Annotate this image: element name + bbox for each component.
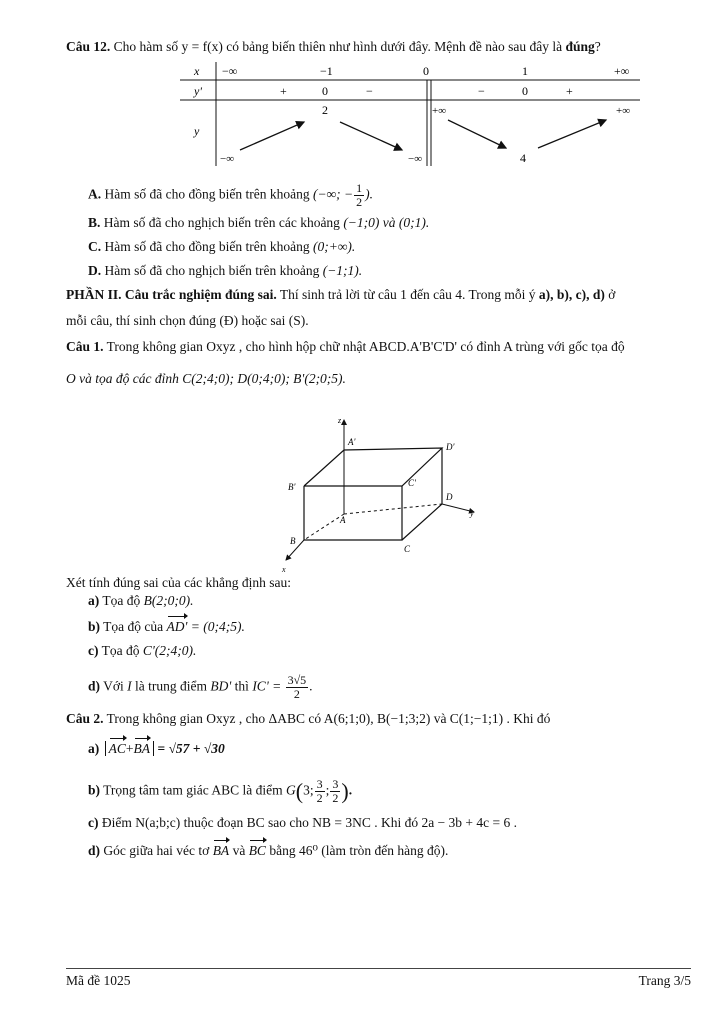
q2-item-b <box>88 778 352 805</box>
q2-b-lparen: ( <box>295 778 304 804</box>
q12-option-a <box>88 182 373 209</box>
edge-ad <box>344 504 442 514</box>
q1-intro: Xét tính đúng sai của các khẳng định sau: <box>66 575 291 590</box>
q2-a-rhs: = √57 + √30 <box>157 741 225 756</box>
q1-d-segment: BD' <box>210 678 232 694</box>
y-val-3: +∞ <box>432 105 447 117</box>
q1-d-num: 3√5 <box>287 673 307 687</box>
y-val-2: −∞ <box>408 153 423 165</box>
option-c-math: (0;+∞). <box>312 239 356 254</box>
q1-b-math: = (0;4;5). <box>190 619 245 634</box>
x-val-4: +∞ <box>614 64 630 78</box>
q1-d-end: . <box>309 678 313 694</box>
label-d1: D' <box>446 442 455 452</box>
q2-b-label: b) <box>88 782 101 798</box>
q2-item-d <box>88 842 448 860</box>
option-b-math: (−1;0) và (0;1). <box>343 215 430 230</box>
option-a-frac <box>354 182 364 209</box>
q12-stem <box>66 38 601 56</box>
q2-a-vec1: AC <box>108 741 126 756</box>
label-d: D <box>446 492 453 502</box>
q1-a-label: a) <box>88 593 100 608</box>
label-a1: A' <box>348 437 356 447</box>
q2-b-d2: 2 <box>332 791 339 805</box>
q2-b-rparen: ) <box>341 778 349 804</box>
yp-sign-4: 0 <box>522 84 528 98</box>
edge-ab <box>304 514 344 540</box>
q2-b-d1: 2 <box>316 791 323 805</box>
top-face <box>304 448 442 486</box>
label-c: C <box>404 544 411 554</box>
q2-item-c <box>88 814 517 832</box>
option-d-math: (−1;1). <box>322 263 363 278</box>
q2-b-g: G <box>286 782 296 798</box>
arrow-up-1 <box>240 122 304 150</box>
row-yp-label: y' <box>194 84 202 98</box>
q1-stem-line1 <box>66 338 625 356</box>
footer-exam-code: Mã đề 1025 <box>66 973 131 988</box>
q1-a-text: Tọa độ <box>102 593 141 608</box>
q12-option-c <box>88 238 355 256</box>
q2-a-abs-close <box>153 741 154 756</box>
q1-item-d <box>88 674 313 701</box>
q12-emph: đúng <box>565 39 595 54</box>
q12-label: Câu 12. <box>66 39 111 54</box>
q12-option-d <box>88 262 362 280</box>
q2-b-n1: 3 <box>316 777 323 791</box>
q2-b-a: 3; <box>303 782 314 798</box>
q2-d-vec2: BC <box>248 843 266 858</box>
q1-line1: Trong không gian Oxyz , cho hình hộp chữ nhật ABCD.A'B'C'D' có đỉnh A trùng với gốc tọa độ <box>106 339 625 354</box>
q2-a-plus: + <box>125 741 134 756</box>
y-val-0: −∞ <box>220 153 235 165</box>
y-val-5: +∞ <box>616 105 631 117</box>
x-val-3: 1 <box>522 64 528 78</box>
q2-label: Câu 2. <box>66 711 104 726</box>
footer-rule <box>66 968 691 969</box>
x-val-0: −∞ <box>222 64 238 78</box>
label-z: z <box>338 416 342 425</box>
label-b: B <box>290 536 296 546</box>
q1-d-label: d) <box>88 678 101 694</box>
option-a-frac-num: 1 <box>356 181 363 195</box>
q1-item-c <box>88 642 196 660</box>
q2-d-label: d) <box>88 843 101 858</box>
part2-heading: PHẦN II. Câu trắc nghiệm đúng sai. <box>66 287 277 302</box>
q12-end: ? <box>594 39 601 54</box>
q1-d-frac <box>286 674 309 701</box>
yp-sign-0: + <box>280 84 287 98</box>
yp-sign-2: − <box>366 84 373 98</box>
option-c-label: C. <box>88 239 102 254</box>
option-c-text: Hàm số đã cho đồng biến trên khoảng <box>104 239 310 254</box>
box-figure <box>278 414 488 574</box>
label-a: A <box>340 515 346 525</box>
q2-d-text2: và <box>232 843 246 858</box>
q1-c-label: c) <box>88 643 99 658</box>
yp-sign-5: + <box>566 84 573 98</box>
front-face <box>304 486 402 540</box>
label-b1: B' <box>288 482 296 492</box>
option-a-text: Hàm số đã cho đồng biến trên khoảng <box>104 186 310 202</box>
q12-text: Cho hàm số y = f(x) có bảng biến thiên như hình dưới đây. Mệnh đề nào sau đây là <box>113 39 563 54</box>
q1-d-text2: là trung điểm <box>135 678 208 694</box>
arrow-down-2 <box>448 120 506 148</box>
q2-b-dot: . <box>348 782 353 798</box>
part2-text2: ở <box>608 287 616 302</box>
q2-a-abs <box>105 741 153 756</box>
q1-d-i: I <box>127 678 132 694</box>
q2-c-label: c) <box>88 815 99 830</box>
q2-b-semi: ; <box>325 782 330 798</box>
q1-d-lhs: IC' = <box>252 678 282 694</box>
q1-d-den: 2 <box>293 687 300 701</box>
q2-stem <box>66 710 550 728</box>
q2-a-vec2: BA <box>133 741 151 756</box>
option-a-math-b: ). <box>365 186 374 202</box>
label-y: y <box>470 509 474 518</box>
arrow-down-1 <box>340 122 402 150</box>
right-face <box>402 448 442 540</box>
arrow-up-2 <box>538 120 606 148</box>
q1-b-label: b) <box>88 619 101 634</box>
part2-instructions <box>66 286 615 304</box>
q2-c-text: Điểm N(a;b;c) thuộc đoạn BC sao cho NB = 3NC . Khi đó 2a − 3b + 4c = 6 . <box>101 815 518 830</box>
q2-b-n2: 3 <box>332 777 339 791</box>
part2-line2: mỗi câu, thí sinh chọn đúng (Đ) hoặc sai (S). <box>66 313 309 328</box>
yp-sign-3: − <box>478 84 485 98</box>
q1-d-text3: thì <box>234 678 249 694</box>
q1-b-vector: AD' <box>166 619 188 634</box>
option-d-label: D. <box>88 263 102 278</box>
part2-text1: Thí sinh trả lời từ câu 1 đến câu 4. Trong mỗi ý <box>279 287 536 302</box>
q2-item-a <box>88 740 225 758</box>
yp-sign-1: 0 <box>322 84 328 98</box>
option-b-label: B. <box>88 215 101 230</box>
q12-option-b <box>88 214 429 232</box>
x-val-2: 0 <box>423 64 429 78</box>
q1-b-text: Tọa độ của <box>103 619 164 634</box>
part2-bold-items: a), b), c), d) <box>538 287 605 302</box>
q1-a-math: B(2;0;0). <box>143 593 194 608</box>
footer-page-number: Trang 3/5 <box>638 973 691 988</box>
q1-item-b <box>88 618 245 636</box>
x-val-1: −1 <box>320 64 333 78</box>
option-b-text: Hàm số đã cho nghịch biến trên các khoảng <box>103 215 340 230</box>
q2-a-label: a) <box>88 741 100 756</box>
row-x-label: x <box>194 64 200 78</box>
option-a-frac-den: 2 <box>356 195 363 209</box>
q2-d-vec1: BA <box>212 843 230 858</box>
variation-table <box>180 62 640 172</box>
q2-d-text1: Góc giữa hai véc tơ <box>103 843 210 858</box>
row-y-label: y <box>194 124 200 138</box>
q2-d-text3: bằng 46⁰ (làm tròn đến hàng độ). <box>269 843 449 858</box>
option-a-label: A. <box>88 186 102 202</box>
q1-c-text: Tọa độ <box>101 643 140 658</box>
q1-stem-line2: O và tọa độ các đỉnh C(2;4;0); D(0;4;0); B'(2;0;5). <box>66 371 346 386</box>
label-c1: C' <box>408 478 416 488</box>
option-a-math-a: (−∞; − <box>312 186 354 202</box>
q2-line1: Trong không gian Oxyz , cho ΔABC có A(6;1;0), B(−1;3;2) và C(1;−1;1) . Khi đó <box>106 711 551 726</box>
y-val-4: 4 <box>520 151 526 165</box>
q2-b-text: Trọng tâm tam giác ABC là điểm <box>103 782 283 798</box>
q1-label: Câu 1. <box>66 339 104 354</box>
option-d-text: Hàm số đã cho nghịch biến trên khoảng <box>104 263 320 278</box>
q1-item-a <box>88 592 194 610</box>
label-x: x <box>282 565 286 574</box>
q1-c-math: C'(2;4;0). <box>142 643 197 658</box>
q2-b-frac2 <box>330 778 340 805</box>
q1-d-text1: Với <box>103 678 124 694</box>
y-val-1: 2 <box>322 103 328 117</box>
q2-b-frac1 <box>315 778 325 805</box>
